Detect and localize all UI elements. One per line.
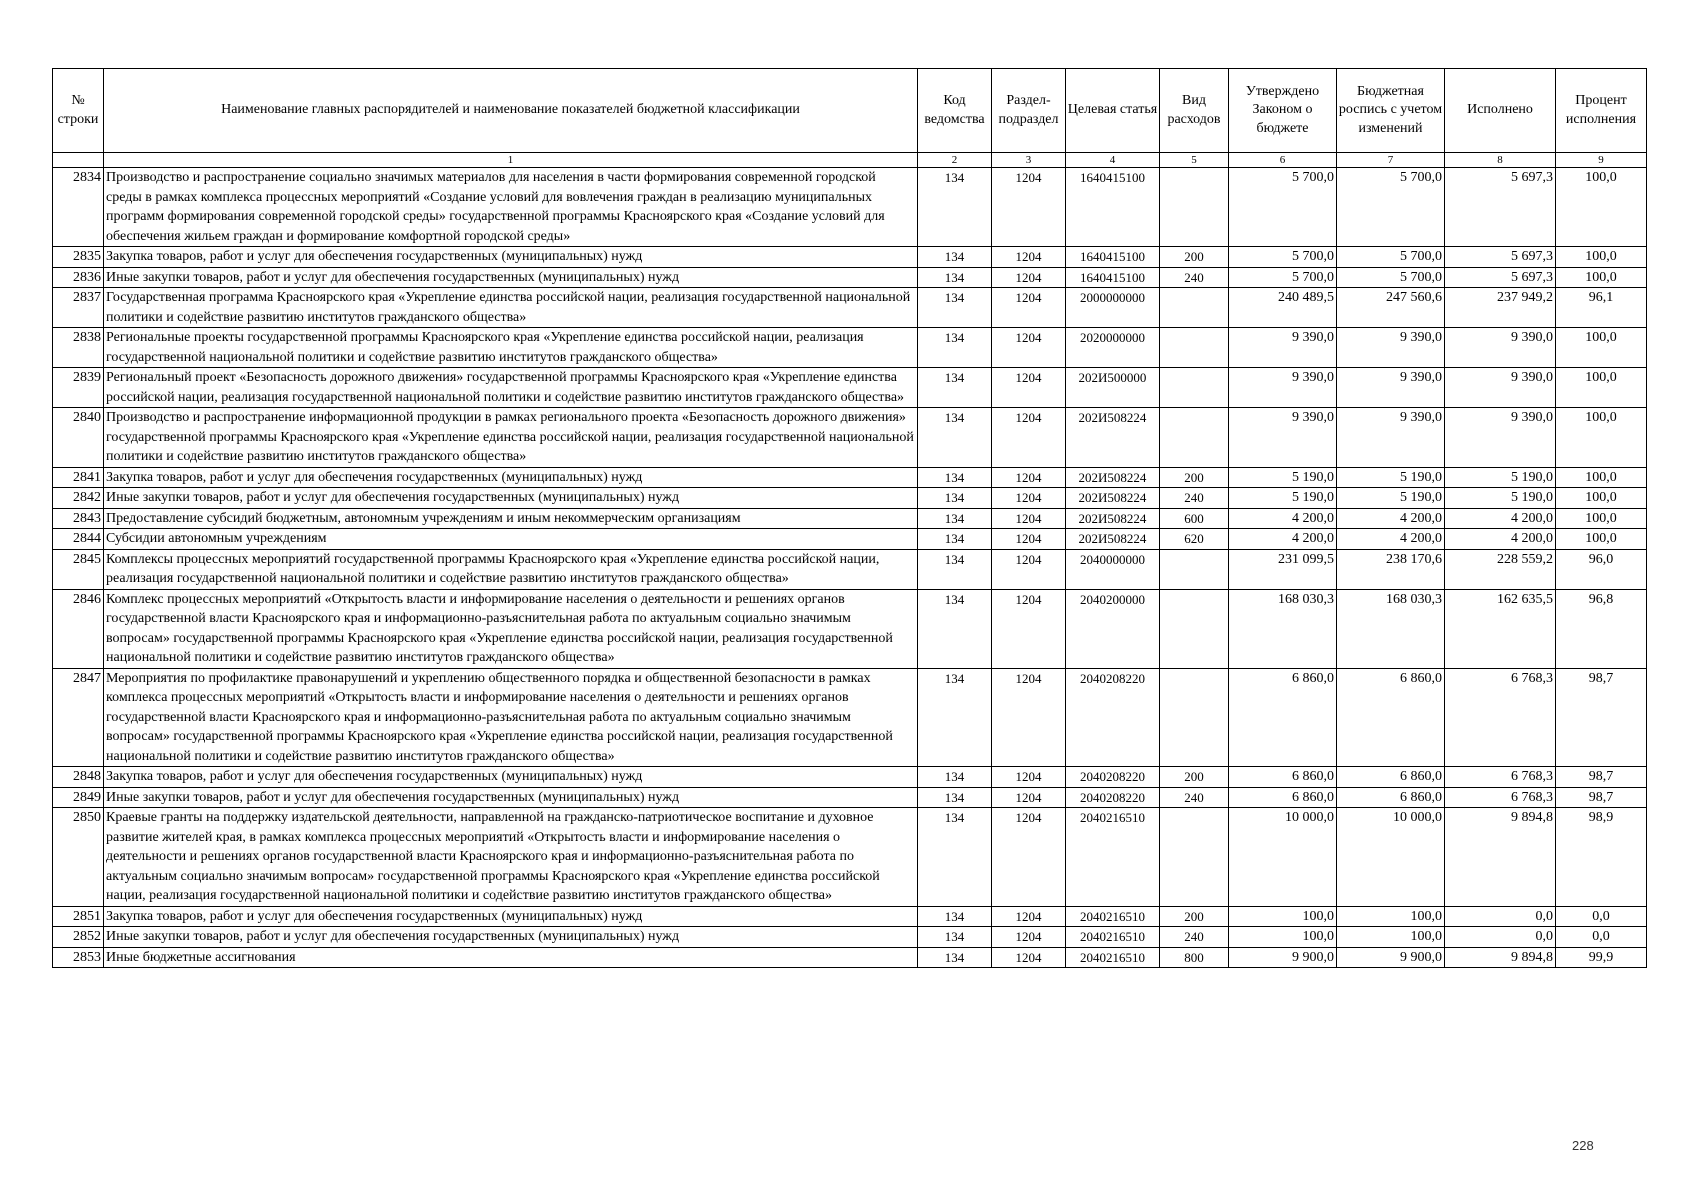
table-row xyxy=(53,328,1647,368)
table-row xyxy=(53,467,1647,488)
row-number-cell: 2850 xyxy=(53,808,104,907)
section-cell: 1204 xyxy=(992,488,1066,509)
target-article-cell: 1640415100 xyxy=(1066,267,1160,288)
dept-code-cell: 134 xyxy=(918,467,992,488)
target-article-cell: 202И508224 xyxy=(1066,467,1160,488)
row-name-cell: Производство и распространение информационной продукции в рамках регионального проекта «Безопасность дорожного движения» государственной программы Красноярского края «Укрепление единства российской нации, реализация государственной национальной политики и содействие развитию институтов гражданского общества» xyxy=(104,408,918,468)
section-cell: 1204 xyxy=(992,549,1066,589)
approved-cell: 10 000,0 xyxy=(1229,808,1337,907)
expense-type-cell xyxy=(1160,288,1229,328)
percent-cell: 100,0 xyxy=(1556,529,1647,550)
section-cell: 1204 xyxy=(992,247,1066,268)
schedule-cell: 5 700,0 xyxy=(1337,247,1445,268)
section-cell: 1204 xyxy=(992,508,1066,529)
row-number-cell: 2852 xyxy=(53,927,104,948)
dept-code-cell: 134 xyxy=(918,767,992,788)
schedule-cell: 4 200,0 xyxy=(1337,508,1445,529)
schedule-cell: 6 860,0 xyxy=(1337,787,1445,808)
schedule-cell: 5 700,0 xyxy=(1337,267,1445,288)
column-number: 4 xyxy=(1066,153,1160,168)
row-name-cell: Комплекс процессных мероприятий «Открытость власти и информирование населения о деятельности и решениях органов государственной власти Красноярского края и информационно-разъяснительная работа по актуальным социально значимым вопросам» государственной программы Красноярского края «Укрепление единства российской нации, реализация государственной национальной политики и содействие развитию институтов гражданского общества» xyxy=(104,589,918,668)
target-article-cell: 2040216510 xyxy=(1066,947,1160,968)
schedule-cell: 238 170,6 xyxy=(1337,549,1445,589)
percent-cell: 100,0 xyxy=(1556,368,1647,408)
header-name: Наименование главных распорядителей и наименование показателей бюджетной классификации xyxy=(104,69,918,153)
row-name-cell: Государственная программа Красноярского края «Укрепление единства российской нации, реализация государственной национальной политики и содействие развитию институтов гражданского общества» xyxy=(104,288,918,328)
row-name-cell: Иные закупки товаров, работ и услуг для обеспечения государственных (муниципальных) нужд xyxy=(104,787,918,808)
header-budget-schedule: Бюджетная роспись с учетом изменений xyxy=(1337,69,1445,153)
approved-cell: 240 489,5 xyxy=(1229,288,1337,328)
row-number-cell: 2841 xyxy=(53,467,104,488)
header-dept-code: Код ведомства xyxy=(918,69,992,153)
row-name-cell: Региональный проект «Безопасность дорожного движения» государственной программы Красноярского края «Укрепление единства российской нации, реализация государственной национальной политики и содействие развитию институтов гражданского общества» xyxy=(104,368,918,408)
target-article-cell: 202И508224 xyxy=(1066,408,1160,468)
dept-code-cell: 134 xyxy=(918,906,992,927)
approved-cell: 9 390,0 xyxy=(1229,408,1337,468)
schedule-cell: 100,0 xyxy=(1337,927,1445,948)
approved-cell: 6 860,0 xyxy=(1229,787,1337,808)
expense-type-cell xyxy=(1160,168,1229,247)
schedule-cell: 6 860,0 xyxy=(1337,767,1445,788)
expense-type-cell xyxy=(1160,408,1229,468)
table-row xyxy=(53,668,1647,767)
percent-cell: 98,7 xyxy=(1556,668,1647,767)
expense-type-cell xyxy=(1160,368,1229,408)
percent-cell: 100,0 xyxy=(1556,247,1647,268)
executed-cell: 9 390,0 xyxy=(1445,368,1556,408)
target-article-cell: 202И500000 xyxy=(1066,368,1160,408)
row-number-cell: 2834 xyxy=(53,168,104,247)
table-row xyxy=(53,589,1647,668)
table-row xyxy=(53,368,1647,408)
executed-cell: 5 697,3 xyxy=(1445,267,1556,288)
section-cell: 1204 xyxy=(992,787,1066,808)
dept-code-cell: 134 xyxy=(918,247,992,268)
table-row xyxy=(53,288,1647,328)
target-article-cell: 2040208220 xyxy=(1066,767,1160,788)
executed-cell: 0,0 xyxy=(1445,906,1556,927)
percent-cell: 96,8 xyxy=(1556,589,1647,668)
approved-cell: 5 700,0 xyxy=(1229,247,1337,268)
expense-type-cell: 200 xyxy=(1160,906,1229,927)
approved-cell: 5 190,0 xyxy=(1229,467,1337,488)
row-number-cell: 2848 xyxy=(53,767,104,788)
column-number: 5 xyxy=(1160,153,1229,168)
row-number-cell: 2839 xyxy=(53,368,104,408)
budget-table xyxy=(52,68,1647,968)
schedule-cell: 4 200,0 xyxy=(1337,529,1445,550)
dept-code-cell: 134 xyxy=(918,668,992,767)
percent-cell: 100,0 xyxy=(1556,488,1647,509)
approved-cell: 231 099,5 xyxy=(1229,549,1337,589)
dept-code-cell: 134 xyxy=(918,408,992,468)
target-article-cell: 1640415100 xyxy=(1066,247,1160,268)
executed-cell: 6 768,3 xyxy=(1445,787,1556,808)
section-cell: 1204 xyxy=(992,927,1066,948)
executed-cell: 9 894,8 xyxy=(1445,808,1556,907)
expense-type-cell xyxy=(1160,808,1229,907)
header-row xyxy=(53,69,1647,153)
row-number-cell: 2847 xyxy=(53,668,104,767)
expense-type-cell: 240 xyxy=(1160,267,1229,288)
executed-cell: 5 697,3 xyxy=(1445,247,1556,268)
percent-cell: 98,7 xyxy=(1556,767,1647,788)
column-number: 9 xyxy=(1556,153,1647,168)
target-article-cell: 2040216510 xyxy=(1066,808,1160,907)
row-number-cell: 2851 xyxy=(53,906,104,927)
row-number-cell: 2835 xyxy=(53,247,104,268)
row-number-cell: 2849 xyxy=(53,787,104,808)
row-number-cell: 2836 xyxy=(53,267,104,288)
row-number-cell: 2853 xyxy=(53,947,104,968)
executed-cell: 5 190,0 xyxy=(1445,488,1556,509)
target-article-cell: 2040216510 xyxy=(1066,927,1160,948)
expense-type-cell: 240 xyxy=(1160,927,1229,948)
approved-cell: 100,0 xyxy=(1229,927,1337,948)
approved-cell: 6 860,0 xyxy=(1229,767,1337,788)
row-number-cell: 2845 xyxy=(53,549,104,589)
executed-cell: 9 390,0 xyxy=(1445,408,1556,468)
table-row xyxy=(53,808,1647,907)
executed-cell: 6 768,3 xyxy=(1445,767,1556,788)
schedule-cell: 5 190,0 xyxy=(1337,488,1445,509)
expense-type-cell xyxy=(1160,328,1229,368)
target-article-cell: 2000000000 xyxy=(1066,288,1160,328)
row-name-cell: Закупка товаров, работ и услуг для обеспечения государственных (муниципальных) нужд xyxy=(104,906,918,927)
column-number: 3 xyxy=(992,153,1066,168)
row-name-cell: Производство и распространение социально значимых материалов для населения в части формирования современной городской среды в рамках комплекса процессных мероприятий «Создание условий для вовлечения граждан в реализацию муниципальных программ формирования современной городской среды» государственной программы Красноярского края «Создание условий для обеспечения жильем граждан и формирование комфортной городской среды» xyxy=(104,168,918,247)
header-approved: Утверждено Законом о бюджете xyxy=(1229,69,1337,153)
table-row xyxy=(53,168,1647,247)
row-name-cell: Иные закупки товаров, работ и услуг для обеспечения государственных (муниципальных) нужд xyxy=(104,927,918,948)
percent-cell: 99,9 xyxy=(1556,947,1647,968)
target-article-cell: 202И508224 xyxy=(1066,488,1160,509)
row-number-cell: 2846 xyxy=(53,589,104,668)
approved-cell: 5 190,0 xyxy=(1229,488,1337,509)
executed-cell: 9 894,8 xyxy=(1445,947,1556,968)
dept-code-cell: 134 xyxy=(918,328,992,368)
dept-code-cell: 134 xyxy=(918,488,992,509)
table-row xyxy=(53,906,1647,927)
approved-cell: 9 900,0 xyxy=(1229,947,1337,968)
target-article-cell: 2040208220 xyxy=(1066,787,1160,808)
table-row xyxy=(53,927,1647,948)
table-row xyxy=(53,488,1647,509)
dept-code-cell: 134 xyxy=(918,787,992,808)
percent-cell: 100,0 xyxy=(1556,508,1647,529)
page-number: 228 xyxy=(1572,1138,1594,1153)
row-name-cell: Региональные проекты государственной программы Красноярского края «Укрепление единства российской нации, реализация государственной национальной политики и содействие развитию институтов гражданского общества» xyxy=(104,328,918,368)
expense-type-cell xyxy=(1160,668,1229,767)
percent-cell: 100,0 xyxy=(1556,467,1647,488)
target-article-cell: 2040216510 xyxy=(1066,906,1160,927)
dept-code-cell: 134 xyxy=(918,288,992,328)
approved-cell: 5 700,0 xyxy=(1229,267,1337,288)
expense-type-cell: 600 xyxy=(1160,508,1229,529)
table-row xyxy=(53,529,1647,550)
table-row xyxy=(53,267,1647,288)
expense-type-cell xyxy=(1160,549,1229,589)
row-name-cell: Предоставление субсидий бюджетным, автономным учреждениям и иным некоммерческим организациям xyxy=(104,508,918,529)
dept-code-cell: 134 xyxy=(918,168,992,247)
percent-cell: 96,0 xyxy=(1556,549,1647,589)
row-name-cell: Закупка товаров, работ и услуг для обеспечения государственных (муниципальных) нужд xyxy=(104,247,918,268)
header-executed: Исполнено xyxy=(1445,69,1556,153)
approved-cell: 4 200,0 xyxy=(1229,508,1337,529)
table-body xyxy=(53,168,1647,968)
percent-cell: 98,7 xyxy=(1556,787,1647,808)
schedule-cell: 9 900,0 xyxy=(1337,947,1445,968)
dept-code-cell: 134 xyxy=(918,808,992,907)
section-cell: 1204 xyxy=(992,328,1066,368)
schedule-cell: 6 860,0 xyxy=(1337,668,1445,767)
schedule-cell: 5 190,0 xyxy=(1337,467,1445,488)
dept-code-cell: 134 xyxy=(918,549,992,589)
section-cell: 1204 xyxy=(992,408,1066,468)
row-number-cell: 2842 xyxy=(53,488,104,509)
target-article-cell: 202И508224 xyxy=(1066,508,1160,529)
schedule-cell: 10 000,0 xyxy=(1337,808,1445,907)
row-number-cell: 2838 xyxy=(53,328,104,368)
approved-cell: 9 390,0 xyxy=(1229,368,1337,408)
expense-type-cell: 240 xyxy=(1160,787,1229,808)
row-name-cell: Иные закупки товаров, работ и услуг для обеспечения государственных (муниципальных) нужд xyxy=(104,267,918,288)
dept-code-cell: 134 xyxy=(918,267,992,288)
section-cell: 1204 xyxy=(992,267,1066,288)
row-name-cell: Закупка товаров, работ и услуг для обеспечения государственных (муниципальных) нужд xyxy=(104,767,918,788)
row-number-cell: 2843 xyxy=(53,508,104,529)
table-row xyxy=(53,247,1647,268)
dept-code-cell: 134 xyxy=(918,368,992,408)
executed-cell: 9 390,0 xyxy=(1445,328,1556,368)
approved-cell: 168 030,3 xyxy=(1229,589,1337,668)
row-number-cell: 2844 xyxy=(53,529,104,550)
schedule-cell: 100,0 xyxy=(1337,906,1445,927)
column-number: 6 xyxy=(1229,153,1337,168)
row-name-cell: Краевые гранты на поддержку издательской деятельности, направленной на гражданско-патриотическое воспитание и духовное развитие жителей края, в рамках комплекса процессных мероприятий «Открытость власти и информирование населения о деятельности и решениях органов государственной власти Красноярского края и информационно-разъяснительная работа по актуальным социально значимым вопросам» государственной программы Красноярского края «Укрепление единства российской нации, реализация государственной национальной политики и содействие развитию институтов гражданского общества» xyxy=(104,808,918,907)
header-expense-type: Вид расходов xyxy=(1160,69,1229,153)
column-number: 2 xyxy=(918,153,992,168)
column-number: 7 xyxy=(1337,153,1445,168)
column-number xyxy=(53,153,104,168)
header-row-no: № строки xyxy=(53,69,104,153)
section-cell: 1204 xyxy=(992,668,1066,767)
section-cell: 1204 xyxy=(992,947,1066,968)
section-cell: 1204 xyxy=(992,589,1066,668)
approved-cell: 5 700,0 xyxy=(1229,168,1337,247)
dept-code-cell: 134 xyxy=(918,529,992,550)
row-number-cell: 2837 xyxy=(53,288,104,328)
percent-cell: 100,0 xyxy=(1556,168,1647,247)
column-number-row xyxy=(53,153,1647,168)
row-name-cell: Мероприятия по профилактике правонарушений и укреплению общественного порядка и общественной безопасности в рамках комплекса процессных мероприятий «Открытость власти и информирование населения о деятельности и решениях органов государственной власти Красноярского края и информационно-разъяснительная работа по актуальным социально значимым вопросам» государственной программы Красноярского края «Укрепление единства российской нации, реализация государственной национальной политики и содействие развитию институтов гражданского общества» xyxy=(104,668,918,767)
percent-cell: 0,0 xyxy=(1556,927,1647,948)
schedule-cell: 9 390,0 xyxy=(1337,328,1445,368)
column-number: 8 xyxy=(1445,153,1556,168)
row-name-cell: Закупка товаров, работ и услуг для обеспечения государственных (муниципальных) нужд xyxy=(104,467,918,488)
percent-cell: 100,0 xyxy=(1556,267,1647,288)
header-section: Раздел-подраздел xyxy=(992,69,1066,153)
executed-cell: 5 190,0 xyxy=(1445,467,1556,488)
expense-type-cell: 620 xyxy=(1160,529,1229,550)
executed-cell: 4 200,0 xyxy=(1445,508,1556,529)
percent-cell: 100,0 xyxy=(1556,328,1647,368)
expense-type-cell: 200 xyxy=(1160,467,1229,488)
expense-type-cell xyxy=(1160,589,1229,668)
dept-code-cell: 134 xyxy=(918,508,992,529)
executed-cell: 4 200,0 xyxy=(1445,529,1556,550)
expense-type-cell: 200 xyxy=(1160,767,1229,788)
section-cell: 1204 xyxy=(992,529,1066,550)
dept-code-cell: 134 xyxy=(918,927,992,948)
executed-cell: 237 949,2 xyxy=(1445,288,1556,328)
target-article-cell: 2040000000 xyxy=(1066,549,1160,589)
table-row xyxy=(53,787,1647,808)
header-target-article: Целевая статья xyxy=(1066,69,1160,153)
schedule-cell: 247 560,6 xyxy=(1337,288,1445,328)
table-row xyxy=(53,947,1647,968)
table-row xyxy=(53,408,1647,468)
executed-cell: 162 635,5 xyxy=(1445,589,1556,668)
row-name-cell: Комплексы процессных мероприятий государственной программы Красноярского края «Укрепление единства российской нации, реализация государственной национальной политики и содействие развитию институтов гражданского общества» xyxy=(104,549,918,589)
table-row xyxy=(53,508,1647,529)
table-row xyxy=(53,549,1647,589)
approved-cell: 9 390,0 xyxy=(1229,328,1337,368)
schedule-cell: 9 390,0 xyxy=(1337,408,1445,468)
header-pct-executed: Процент исполнения xyxy=(1556,69,1647,153)
target-article-cell: 2020000000 xyxy=(1066,328,1160,368)
schedule-cell: 5 700,0 xyxy=(1337,168,1445,247)
expense-type-cell: 240 xyxy=(1160,488,1229,509)
expense-type-cell: 200 xyxy=(1160,247,1229,268)
target-article-cell: 1640415100 xyxy=(1066,168,1160,247)
section-cell: 1204 xyxy=(992,808,1066,907)
approved-cell: 100,0 xyxy=(1229,906,1337,927)
percent-cell: 98,9 xyxy=(1556,808,1647,907)
section-cell: 1204 xyxy=(992,288,1066,328)
section-cell: 1204 xyxy=(992,767,1066,788)
percent-cell: 0,0 xyxy=(1556,906,1647,927)
schedule-cell: 9 390,0 xyxy=(1337,368,1445,408)
column-number: 1 xyxy=(104,153,918,168)
section-cell: 1204 xyxy=(992,168,1066,247)
dept-code-cell: 134 xyxy=(918,947,992,968)
section-cell: 1204 xyxy=(992,467,1066,488)
dept-code-cell: 134 xyxy=(918,589,992,668)
percent-cell: 96,1 xyxy=(1556,288,1647,328)
section-cell: 1204 xyxy=(992,368,1066,408)
schedule-cell: 168 030,3 xyxy=(1337,589,1445,668)
section-cell: 1204 xyxy=(992,906,1066,927)
target-article-cell: 2040208220 xyxy=(1066,668,1160,767)
percent-cell: 100,0 xyxy=(1556,408,1647,468)
executed-cell: 228 559,2 xyxy=(1445,549,1556,589)
target-article-cell: 2040200000 xyxy=(1066,589,1160,668)
target-article-cell: 202И508224 xyxy=(1066,529,1160,550)
row-name-cell: Субсидии автономным учреждениям xyxy=(104,529,918,550)
row-number-cell: 2840 xyxy=(53,408,104,468)
approved-cell: 6 860,0 xyxy=(1229,668,1337,767)
approved-cell: 4 200,0 xyxy=(1229,529,1337,550)
executed-cell: 0,0 xyxy=(1445,927,1556,948)
executed-cell: 5 697,3 xyxy=(1445,168,1556,247)
row-name-cell: Иные бюджетные ассигнования xyxy=(104,947,918,968)
row-name-cell: Иные закупки товаров, работ и услуг для обеспечения государственных (муниципальных) нужд xyxy=(104,488,918,509)
executed-cell: 6 768,3 xyxy=(1445,668,1556,767)
table-row xyxy=(53,767,1647,788)
expense-type-cell: 800 xyxy=(1160,947,1229,968)
